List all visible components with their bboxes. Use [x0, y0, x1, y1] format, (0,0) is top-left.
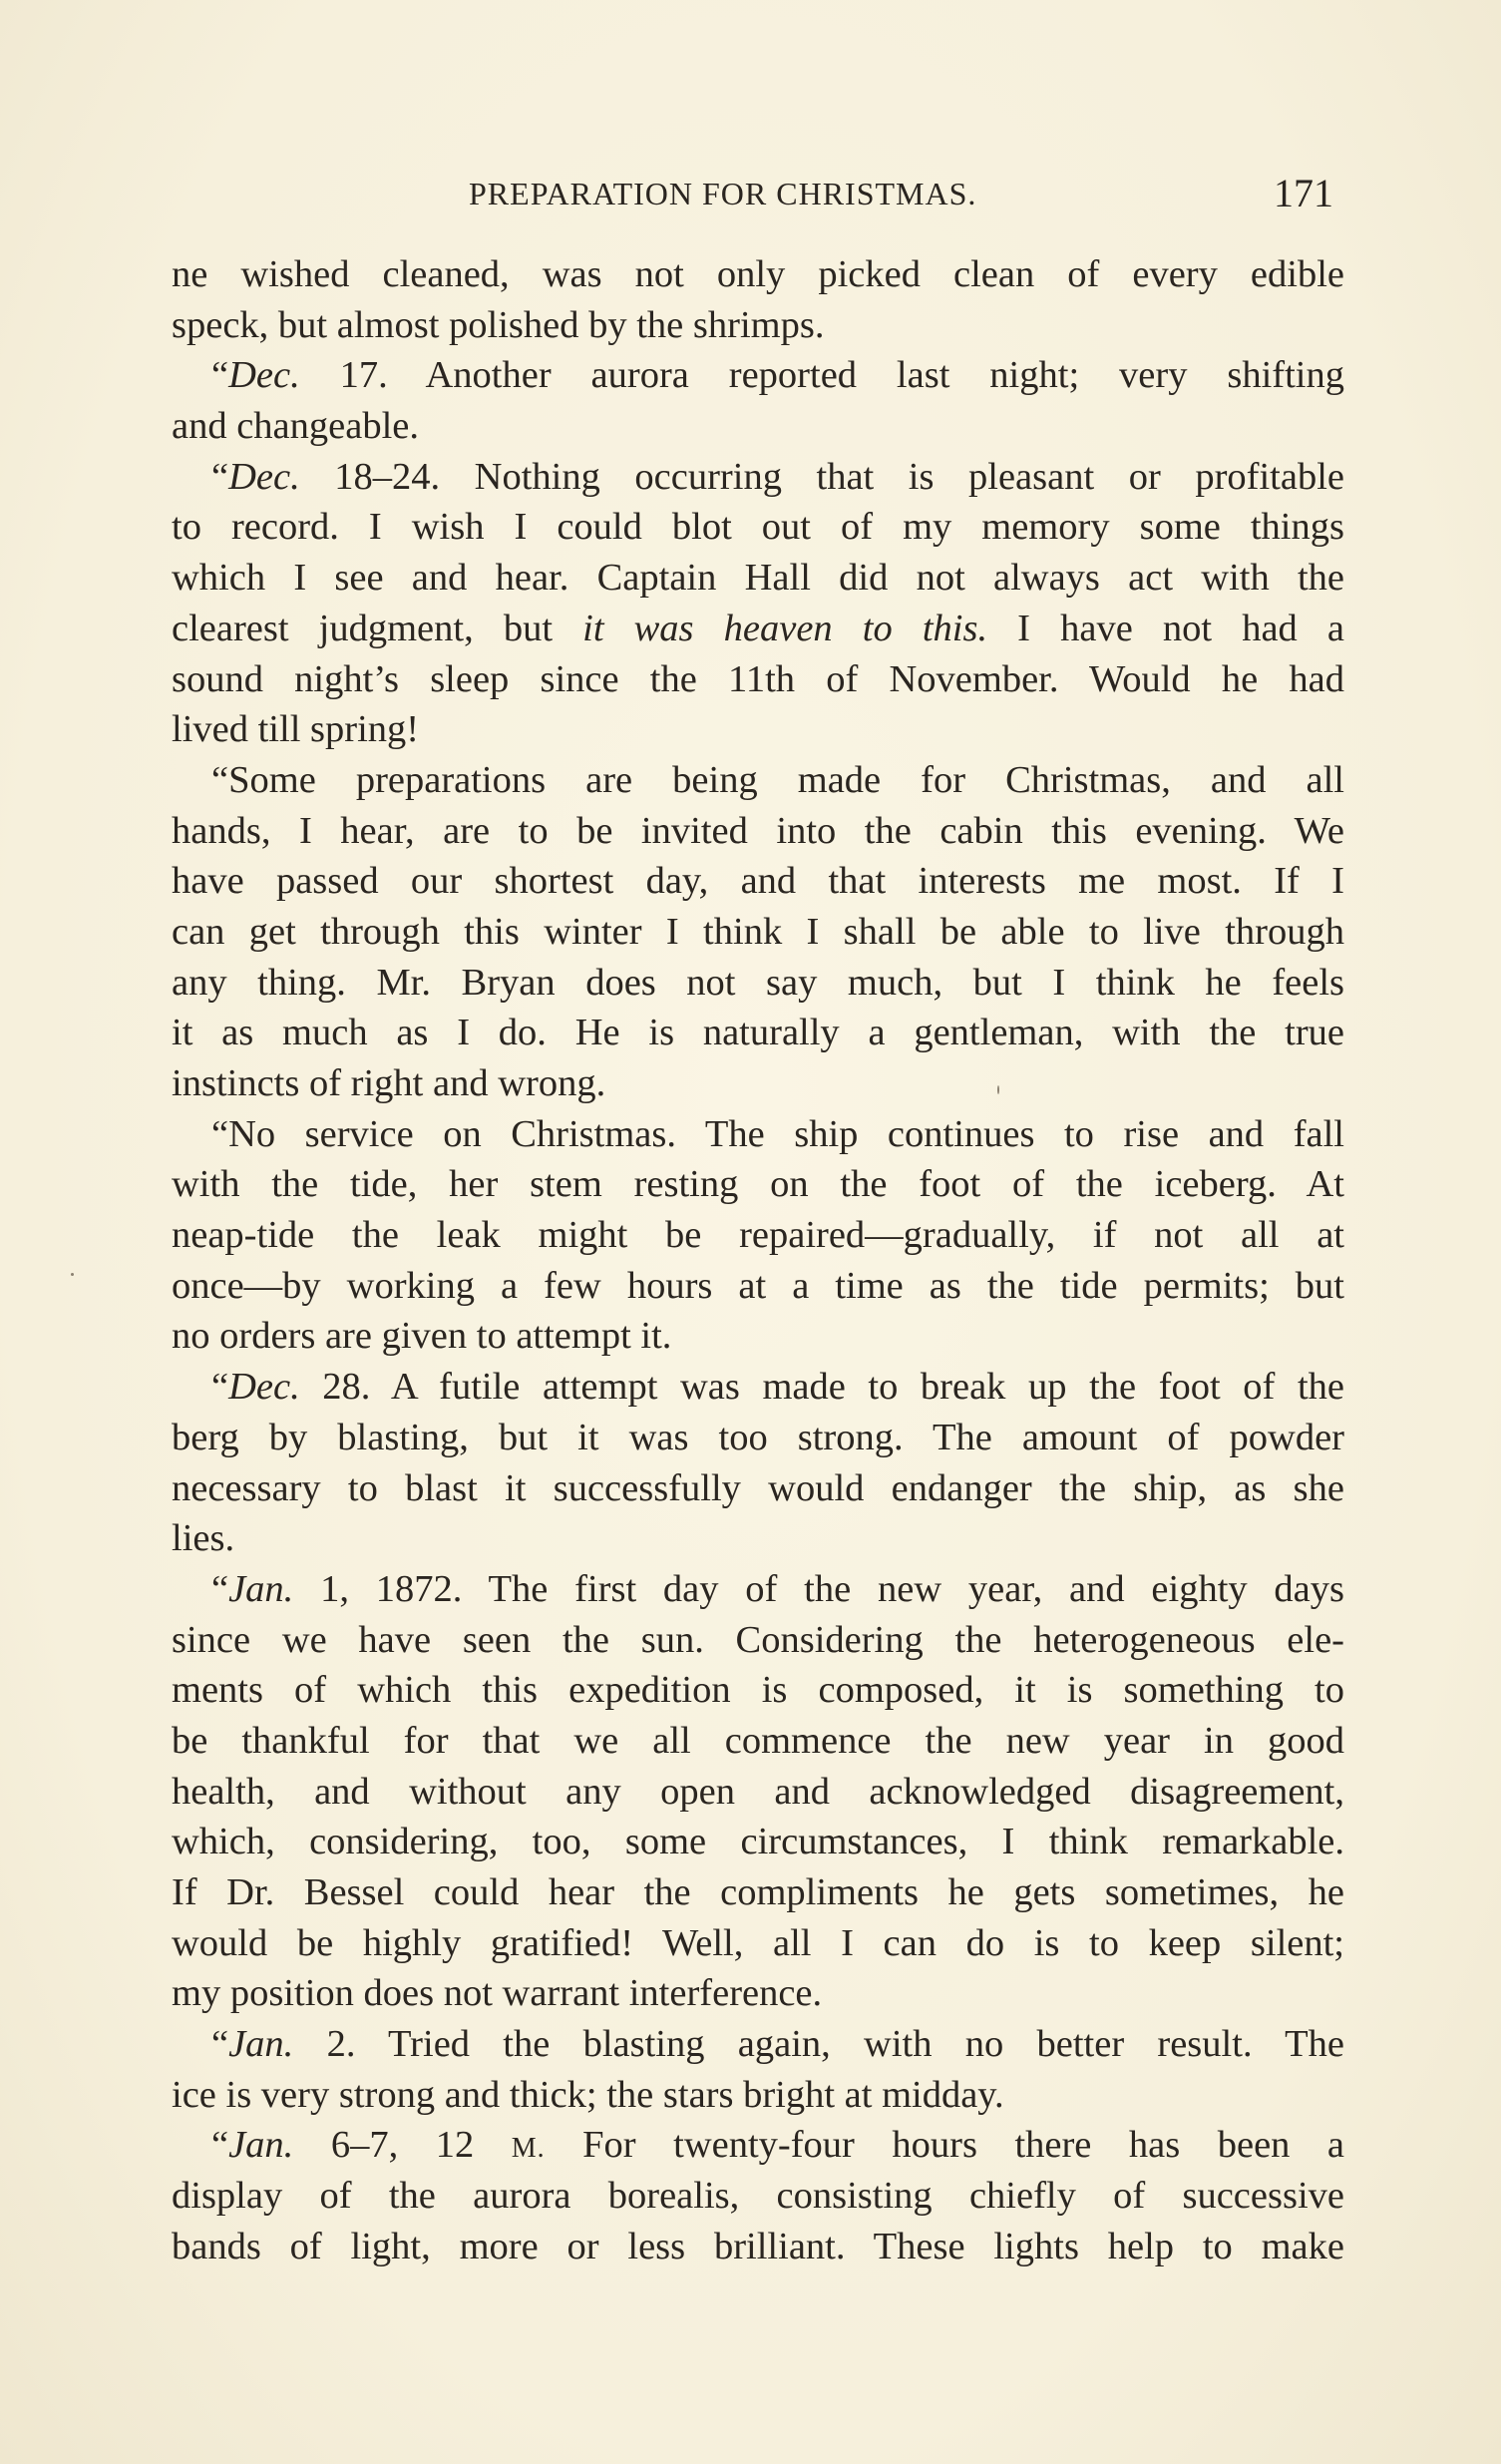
- text-line: bands of light, more or less brilliant. These lights help to make: [172, 2225, 1344, 2267]
- body-text: [172, 249, 1344, 2272]
- text-line: display of the aurora borealis, consisting chiefly of successive: [172, 2175, 1344, 2218]
- text-line: have passed our shortest day, and that interests me most. If I: [172, 860, 1344, 903]
- text-line: “No service on Christmas. The ship continues to rise and fall: [211, 1112, 1344, 1155]
- text-line: “Jan. 6–7, 12 M. For twenty-four hours there has been a: [211, 2124, 1345, 2167]
- text-line: clearest judgment, but it was heaven to this. I have not had a: [172, 607, 1344, 649]
- text-line: “Jan. 1, 1872. The first day of the new year, and eighty days: [211, 1567, 1344, 1610]
- text-line: since we have seen the sun. Considering the heterogeneous ele-: [172, 1618, 1344, 1661]
- text-line: berg by blasting, but it was too strong. The amount of powder: [172, 1416, 1344, 1458]
- text-line: sound night’s sleep since the 11th of November. Would he had: [172, 657, 1344, 700]
- text-line: to record. I wish I could blot out of my memory some things: [172, 506, 1344, 549]
- text-line: health, and without any open and acknowledged disagreement,: [172, 1770, 1344, 1813]
- text-line: can get through this winter I think I shall be able to live through: [172, 910, 1344, 953]
- text-line: it as much as I do. He is naturally a gentleman, with the true: [172, 1012, 1344, 1054]
- text-line: “Jan. 2. Tried the blasting again, with no better result. The: [211, 2023, 1344, 2066]
- text-line: hands, I hear, are to be invited into the cabin this evening. We: [172, 809, 1344, 852]
- text-line: speck, but almost polished by the shrimps.: [172, 303, 825, 346]
- text-line: no orders are given to attempt it.: [172, 1315, 672, 1358]
- text-line: instincts of right and wrong.: [172, 1062, 606, 1104]
- text-line: any thing. Mr. Bryan does not say much, but I think he feels: [172, 961, 1344, 1004]
- text-line: ne wished cleaned, was not only picked clean of every edible: [172, 253, 1344, 295]
- text-line: necessary to blast it successfully would endanger the ship, as she: [172, 1466, 1344, 1509]
- text-line: If Dr. Bessel could hear the compliments he gets sometimes, he: [172, 1871, 1344, 1913]
- text-line: which, considering, too, some circumstances, I think remarkable.: [172, 1821, 1344, 1863]
- text-line: and changeable.: [172, 405, 419, 448]
- running-head: PREPARATION FOR CHRISTMAS.: [469, 176, 977, 211]
- text-line: “Some preparations are being made for Christmas, and all: [211, 758, 1344, 801]
- text-line: which I see and hear. Captain Hall did not always act with the: [172, 557, 1344, 600]
- text-line: with the tide, her stem resting on the foot of the iceberg. At: [172, 1163, 1344, 1206]
- text-line: be thankful for that we all commence the new year in good: [172, 1719, 1344, 1762]
- text-line: neap-tide the leak might be repaired—gradually, if not all at: [172, 1214, 1344, 1257]
- text-line: “Dec. 28. A futile attempt was made to break up the foot of the: [211, 1366, 1344, 1409]
- text-line: “Dec. 17. Another aurora reported last night; very shifting: [211, 354, 1344, 397]
- text-line: ments of which this expedition is composed, it is something to: [172, 1669, 1344, 1712]
- text-line: would be highly gratified! Well, all I can do is to keep silent;: [172, 1921, 1344, 1964]
- page-number: 171: [1274, 171, 1333, 215]
- text-line: “Dec. 18–24. Nothing occurring that is pleasant or profitable: [211, 455, 1344, 498]
- text-line: my position does not warrant interference.: [172, 1972, 823, 2015]
- text-line: lies.: [172, 1517, 235, 1560]
- text-line: ice is very strong and thick; the stars bright at midday.: [172, 2073, 1004, 2116]
- text-line: once—by working a few hours at a time as the tide permits; but: [172, 1264, 1344, 1307]
- text-line: lived till spring!: [172, 708, 420, 751]
- stray-mark: [71, 1273, 74, 1276]
